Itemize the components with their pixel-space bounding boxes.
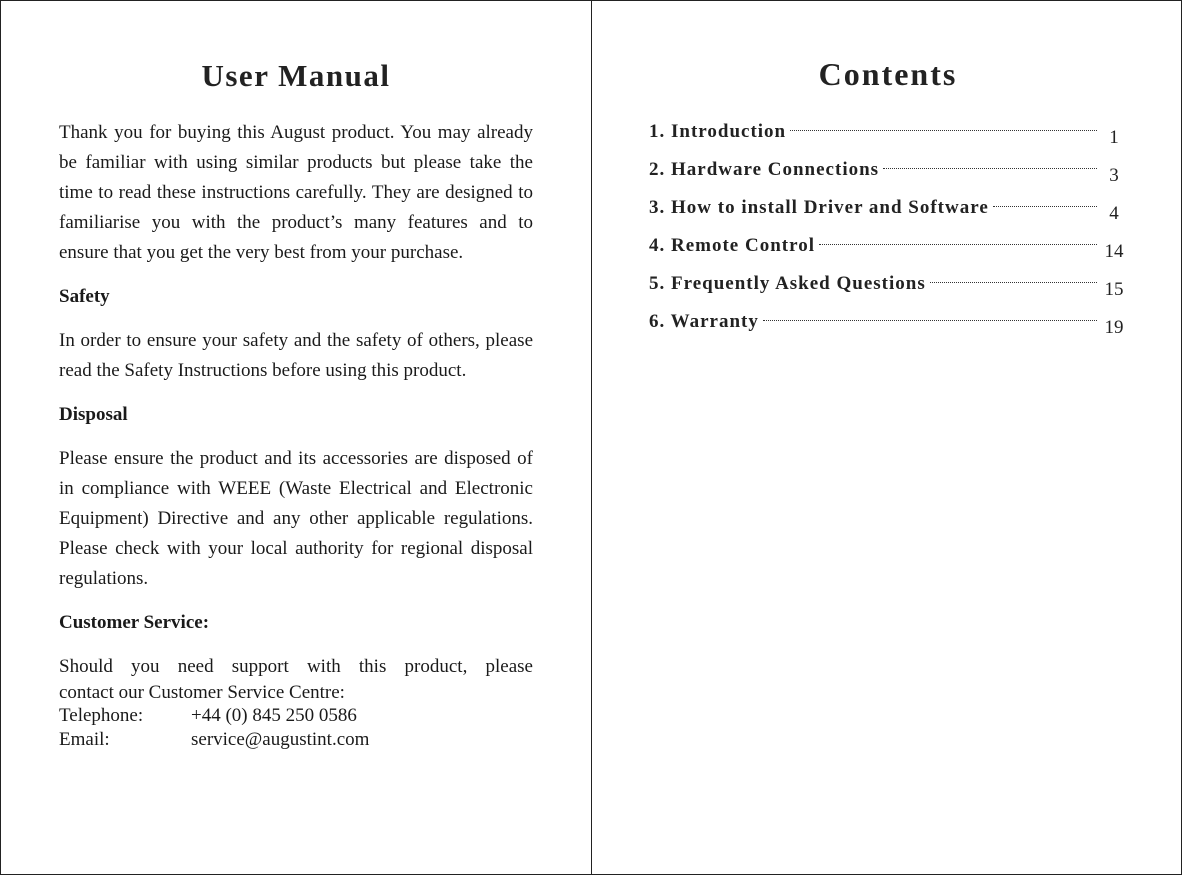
toc-entry-page: 3 (1109, 165, 1119, 186)
email-value: service@augustint.com (191, 729, 370, 750)
intro-paragraph: Thank you for buying this August product. You may already be familiar with using similar products but please take the time to read these instructions carefully. They are designed to familiarise you with the product’s many features and to ensure that you get the very best from your purchase. (59, 122, 533, 263)
table-of-contents (649, 121, 1127, 349)
toc-entry-page: 1 (1109, 127, 1119, 148)
manual-title: User Manual (201, 58, 391, 93)
toc-entry[interactable] (649, 121, 1127, 159)
toc-entry-page: 4 (1109, 203, 1119, 224)
toc-entry-label: 3. How to install Driver and Software (649, 197, 989, 218)
telephone-value: +44 (0) 845 250 0586 (191, 705, 357, 726)
toc-entry-label: 4. Remote Control (649, 235, 815, 256)
toc-leader-dots (819, 244, 1097, 245)
toc-entry[interactable] (649, 159, 1127, 197)
toc-leader-dots (930, 282, 1097, 283)
toc-leader-dots (790, 130, 1097, 131)
contact-intro: contact our Customer Service Centre: (59, 682, 345, 703)
toc-entry-label: 1. Introduction (649, 121, 787, 142)
toc-entry-page: 19 (1104, 317, 1124, 338)
contents-title: Contents (818, 56, 958, 92)
disposal-paragraph: Please ensure the product and its accessories are disposed of in compliance with WEEE (Waste Electrical and Electronic Equipment) Directive and any other applicable regulations. Please check with your local authority for regional disposal regulations. (59, 448, 533, 589)
disposal-heading: Disposal (59, 404, 128, 425)
left-page (59, 56, 533, 752)
toc-entry-page: 15 (1104, 279, 1124, 300)
customer-service-paragraph: Should you need support with this product, please (59, 656, 533, 677)
safety-heading: Safety (59, 286, 110, 307)
toc-entry[interactable] (649, 273, 1127, 311)
page-divider (591, 1, 592, 874)
email-row (59, 728, 533, 752)
toc-entry-label: 5. Frequently Asked Questions (649, 273, 926, 294)
right-page (649, 53, 1127, 349)
telephone-row (59, 704, 533, 728)
telephone-label: Telephone: (59, 705, 144, 726)
toc-entry[interactable] (649, 311, 1127, 349)
safety-paragraph: In order to ensure your safety and the safety of others, please read the Safety Instructions before using this product. (59, 330, 533, 381)
toc-entry[interactable] (649, 197, 1127, 235)
toc-entry-page: 14 (1104, 241, 1124, 262)
toc-entry-label: 2. Hardware Connections (649, 159, 880, 180)
toc-entry[interactable] (649, 235, 1127, 273)
customer-service-heading: Customer Service: (59, 612, 210, 633)
toc-leader-dots (763, 320, 1097, 321)
email-label: Email: (59, 729, 110, 750)
toc-entry-label: 6. Warranty (649, 311, 759, 332)
toc-leader-dots (993, 206, 1097, 207)
toc-leader-dots (883, 168, 1097, 169)
